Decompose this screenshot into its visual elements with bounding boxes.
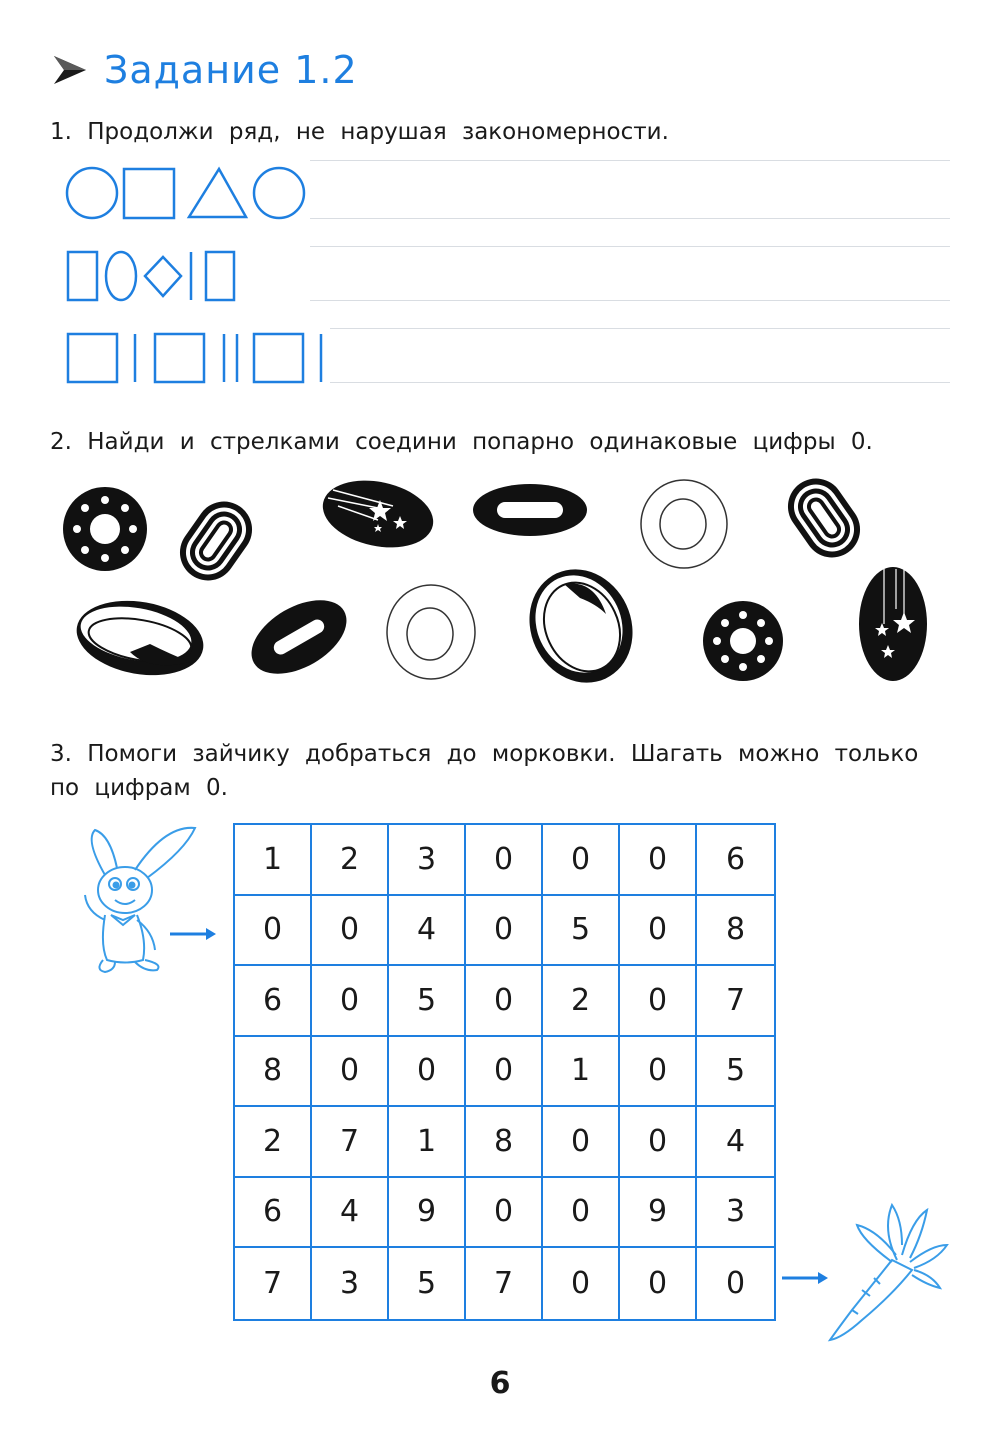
maze-cell[interactable]: 6 — [235, 1178, 312, 1249]
maze-cell[interactable]: 7 — [312, 1107, 389, 1178]
maze-cell[interactable]: 0 — [725, 1265, 746, 1301]
square-shape — [155, 334, 204, 382]
maze-cell[interactable]: 0 — [312, 896, 389, 967]
maze-cell[interactable]: 3 — [312, 1248, 389, 1319]
maze-cell[interactable]: 7 — [697, 966, 774, 1037]
bunny-illustration — [75, 820, 205, 980]
guide-line — [310, 160, 950, 161]
zero-shiny-oval[interactable] — [524, 564, 639, 689]
guide-line — [310, 246, 950, 247]
zero-outline-ring[interactable] — [638, 478, 730, 570]
zero-striped-tilted[interactable] — [778, 472, 870, 564]
maze-cell[interactable]: 5 — [543, 896, 620, 967]
maze-cell[interactable]: 7 — [235, 1248, 312, 1319]
maze-cell[interactable]: 0 — [466, 1037, 543, 1108]
guide-line — [330, 382, 950, 383]
maze-cell[interactable]: 1 — [543, 1037, 620, 1108]
maze-cell[interactable]: 5 — [389, 966, 466, 1037]
maze-cell[interactable]: 4 — [312, 1178, 389, 1249]
maze-cell[interactable]: 0 — [543, 1178, 620, 1249]
ellipse-shape — [106, 252, 136, 300]
page-title: Задание 1.2 — [104, 48, 358, 92]
maze-cell[interactable]: 9 — [389, 1178, 466, 1249]
carrot-illustration — [822, 1200, 952, 1350]
maze-cell[interactable]: 0 — [466, 966, 543, 1037]
task-2-instruction: 2. Найди и стрелками соедини попарно одинаковые цифры 0. — [50, 429, 873, 455]
task-1-instruction: 1. Продолжи ряд, не нарушая закономерности. — [50, 119, 669, 145]
maze-cell[interactable]: 0 — [620, 896, 697, 967]
maze-cell[interactable]: 5 — [697, 1037, 774, 1108]
number-maze-grid — [233, 823, 776, 1321]
sequence-row-1 — [62, 164, 312, 222]
guide-line — [310, 300, 950, 301]
arrow-right-icon — [50, 50, 90, 90]
zero-thick-flat[interactable] — [470, 480, 590, 540]
maze-cell[interactable]: 8 — [466, 1107, 543, 1178]
maze-cell[interactable]: 4 — [389, 896, 466, 967]
maze-cell[interactable]: 0 — [620, 966, 697, 1037]
maze-cell[interactable]: 2 — [543, 966, 620, 1037]
maze-cell[interactable]: 1 — [389, 1107, 466, 1178]
page-number: 6 — [489, 1366, 511, 1401]
guide-line — [310, 218, 950, 219]
task-3-instruction — [50, 737, 918, 805]
rectangle-shape — [206, 252, 234, 300]
zero-starry-oval[interactable] — [856, 564, 930, 684]
maze-cell[interactable]: 8 — [697, 896, 774, 967]
triangle-shape — [189, 169, 246, 217]
maze-cell[interactable]: 9 — [620, 1178, 697, 1249]
maze-cell[interactable]: 3 — [697, 1178, 774, 1249]
maze-cell[interactable]: 0 — [620, 1037, 697, 1108]
zero-shiny-oval[interactable] — [70, 592, 210, 682]
zero-striped-tilted[interactable] — [170, 495, 262, 587]
maze-cell[interactable]: 6 — [235, 966, 312, 1037]
maze-cell[interactable]: 6 — [697, 825, 774, 896]
maze-cell[interactable]: 0 — [312, 966, 389, 1037]
square-shape — [68, 334, 117, 382]
maze-cell[interactable]: 0 — [620, 825, 697, 896]
guide-line — [330, 328, 950, 329]
zero-dotted-ring[interactable] — [700, 598, 786, 684]
zero-thick-tilted[interactable] — [244, 592, 354, 682]
maze-cell[interactable]: 0 — [389, 1037, 466, 1108]
maze-cell[interactable]: 0 — [543, 1248, 620, 1319]
zero-outline-ring[interactable] — [384, 582, 478, 682]
maze-cell[interactable]: 0 — [620, 1248, 697, 1319]
zero-dotted-ring[interactable] — [60, 484, 150, 574]
diamond-shape — [145, 257, 181, 296]
task-heading — [50, 48, 358, 92]
sequence-row-3 — [62, 330, 332, 386]
square-shape — [124, 169, 174, 218]
square-shape — [254, 334, 303, 382]
maze-cell[interactable]: 0 — [466, 825, 543, 896]
maze-cell[interactable]: 0 — [466, 896, 543, 967]
task-3-line-2: по цифрам 0. — [50, 775, 228, 801]
maze-cell[interactable]: 0 — [466, 1178, 543, 1249]
task-3-line-1: 3. Помоги зайчику добраться до морковки. Шагать можно только — [50, 741, 919, 767]
maze-cell[interactable]: 0 — [543, 1107, 620, 1178]
maze-cell[interactable]: 2 — [312, 825, 389, 896]
sequence-row-2 — [62, 248, 252, 306]
maze-cell[interactable]: 0 — [543, 825, 620, 896]
arrow-right-icon — [168, 924, 218, 944]
zero-shapes-area — [50, 470, 950, 700]
maze-cell[interactable]: 2 — [235, 1107, 312, 1178]
maze-cell[interactable]: 0 — [235, 896, 312, 967]
maze-cell[interactable]: 1 — [235, 825, 312, 896]
circle-shape — [67, 168, 117, 218]
circle-shape — [254, 168, 304, 218]
maze-cell[interactable]: 4 — [697, 1107, 774, 1178]
rectangle-shape — [68, 252, 97, 300]
maze-cell[interactable]: 3 — [389, 825, 466, 896]
maze-cell[interactable]: 8 — [235, 1037, 312, 1108]
zero-starry-oval[interactable] — [318, 478, 438, 550]
maze-cell[interactable]: 0 — [620, 1107, 697, 1178]
maze-cell[interactable]: 0 — [312, 1037, 389, 1108]
maze-cell[interactable]: 7 — [466, 1248, 543, 1319]
maze-cell[interactable]: 5 — [389, 1248, 466, 1319]
